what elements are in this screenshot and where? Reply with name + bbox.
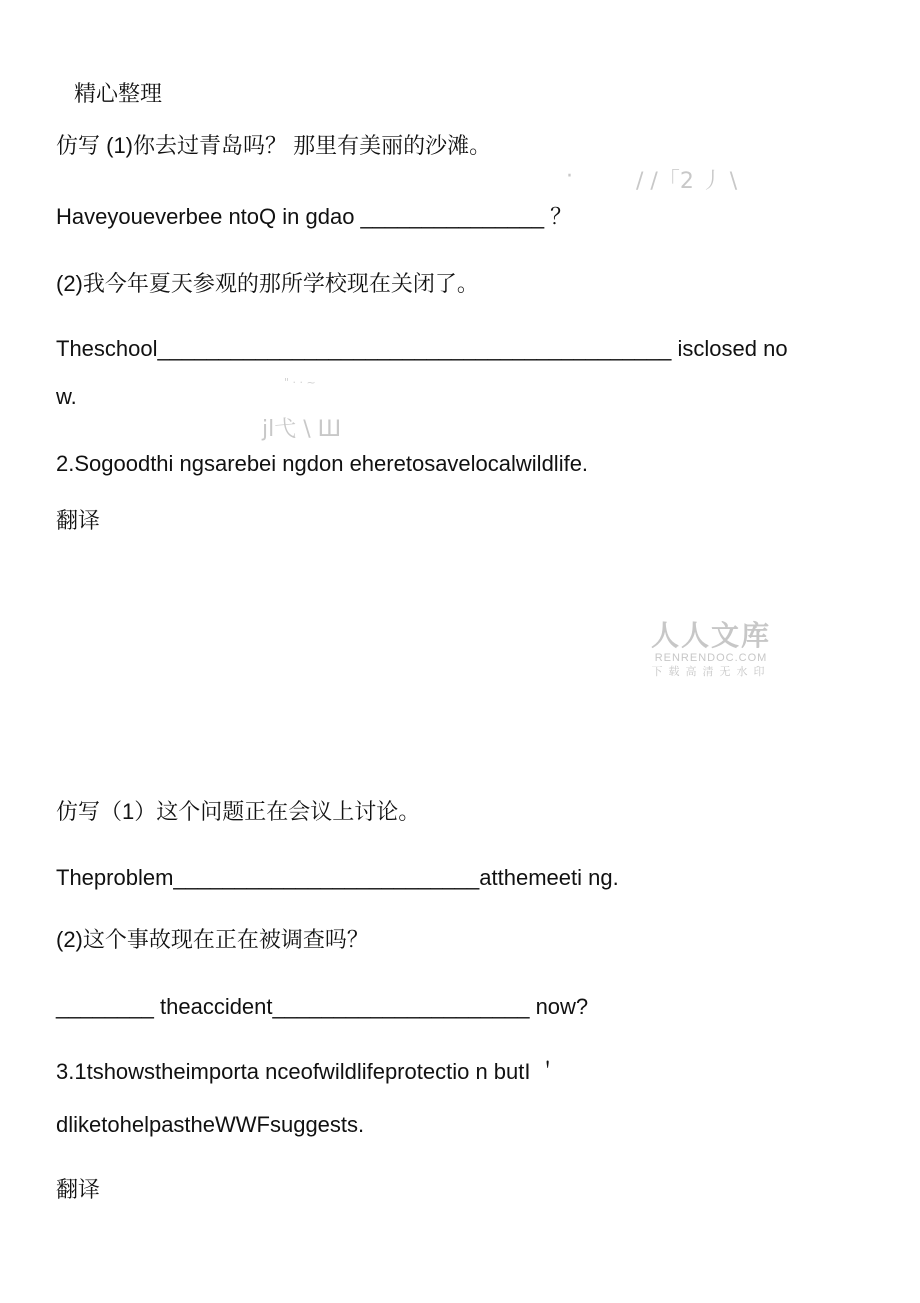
exercise-1-blank-sentence: Haveyoueverbee ntoQ in gdao _______________ ？ [56, 204, 573, 229]
exercise-3-prompt-chinese: 仿写（1）这个问题正在会议上讨论。 [56, 799, 421, 824]
exercise-3-blank-sentence: Theproblem_________________________atthemeeti ng. [56, 865, 619, 890]
exercise-1-prompt-chinese: 仿写 (1)你去过青岛吗？ 那里有美丽的沙滩。 [56, 133, 492, 158]
scan-artifact-top-right: / /「2 丿 \ [636, 169, 738, 194]
scan-artifact-mid-left: jl弋 \ Ш [262, 417, 342, 442]
watermark-subtitle: 下载高清无水印 [651, 666, 771, 678]
translate-label-1: 翻译 [56, 508, 101, 533]
watermark-logo: 人人文库 [650, 619, 771, 652]
scan-artifact-dot: · [566, 164, 573, 189]
renrendoc-watermark [648, 620, 774, 679]
watermark-site: RENRENDOC.COM [654, 652, 768, 664]
sentence-2-english: 2.Sogoodthi ngsarebei ngdon eheretosavelocalwildlife. [56, 451, 589, 476]
exercise-2-sentence-continuation: w. [56, 384, 77, 409]
translate-label-2: 翻译 [56, 1177, 101, 1202]
sentence-3-english-part-2: dliketohelpastheWWFsuggests. [56, 1112, 365, 1137]
exercise-4-blank-sentence: ________ theaccident_____________________ now? [56, 994, 589, 1019]
page-header: 精心整理 [74, 81, 163, 106]
scan-artifact-faint-row: " · · ~ [284, 376, 316, 389]
sentence-3-english-part-1: 3.1tshowstheimporta nceofwildlifeprotectio n butI ＇ [56, 1059, 559, 1084]
exercise-2-prompt-chinese: (2)我今年夏天参观的那所学校现在关闭了。 [56, 271, 479, 296]
exercise-4-prompt-chinese: (2)这个事故现在正在被调查吗？ [56, 927, 369, 952]
exercise-2-blank-sentence: Theschool__________________________________________ isclosed no [56, 336, 788, 361]
